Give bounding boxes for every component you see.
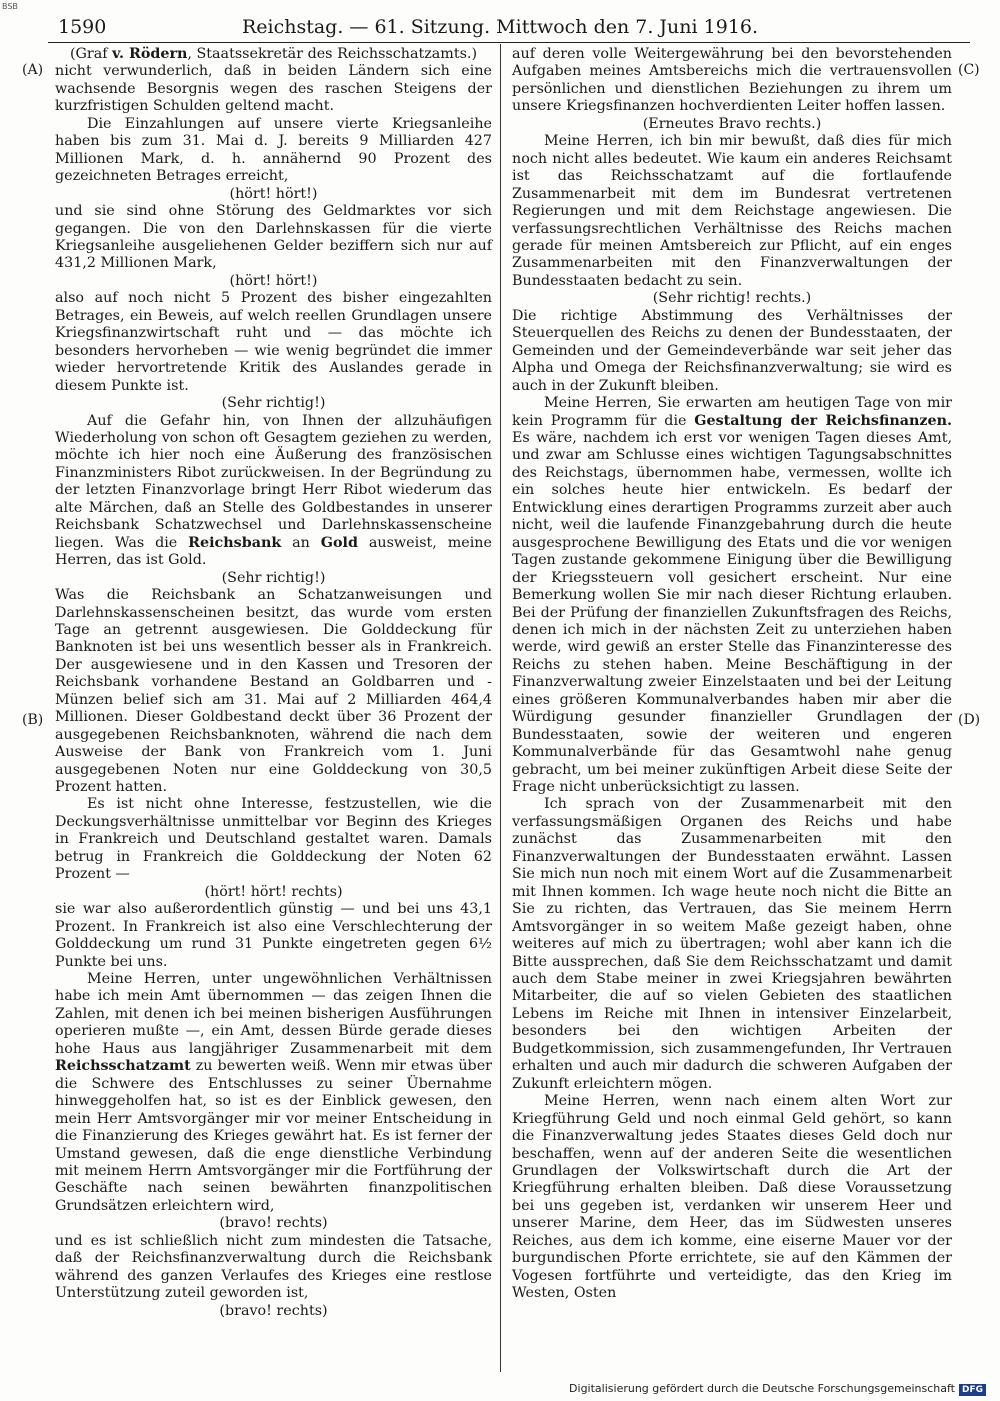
page-number: 1590 [58, 16, 107, 38]
paragraph: Was die Reichsbank an Schatzanweisungen und Darlehnskassenscheinen besitzt, das wurde vom ersten Tage an getrennt ausgewiesen. Die Golddeckung für Banknoten ist bei uns wesentlich besser als in Frankreich. Der ausgewiesene und in den Kassen und Tresoren der Reichsbank vorhandene Bestand an Goldbarren und -Münzen belief sich am 31. Mai auf 2 Milliarden 464,4 Millionen. Dieser Goldbestand deckt über 36 Prozent der ausgegebenen Reichsbanknoten, während die nach dem Ausweise der Bank von Frankreich vom 1. Juni ausgegebenen Noten nur eine Golddeckung von 30,5 Prozent hatten. [55, 587, 492, 796]
paragraph: nicht verwunderlich, daß in beiden Ländern sich eine wachsende Besorgnis wegen des raschen Steigens der kurzfristigen Schulden geltend macht. [55, 63, 492, 115]
page-header [20, 16, 980, 42]
dfg-logo: DFG [959, 1384, 986, 1396]
interjection: (bravo! rechts) [219, 1302, 328, 1319]
footer-text: Digitalisierung gefördert durch die Deutsche Forschungsgemeinschaft [569, 1382, 955, 1395]
paragraph: Auf die Gefahr hin, von Ihnen der allzuhäufigen Wiederholung von schon oft Gesagtem geziehen zu werden, möchte ich hier noch eine Äußerung des französischen Finanzministers Ribot zurückweisen. In der Begründung zu der letzten Finanzvorlage bringt Herr Ribot wiederum das alte Märchen, daß an Stelle des Goldbestandes in unserer Reichsbank Schatzwechsel und Darlehnskassenscheine liegen. Was die Reichsbank an Gold ausweist, meine Herren, das ist Gold. [55, 412, 492, 569]
margin-mark-d: (D) [958, 712, 981, 728]
interjection: (Sehr richtig!) [221, 395, 326, 412]
paragraph: Die richtige Abstimmung des Verhältnisses der Steuerquellen des Reichs zu denen der Bundesstaaten, der Gemeinden und der Gemeindeverbände war seit jeher das Alpha und Omega der Reichsfinanzverwaltung; sie wird es auch in der Zukunft bleiben. [512, 307, 952, 394]
interjection: (bravo! rechts) [219, 1215, 328, 1232]
paragraph: und es ist schließlich nicht zum mindesten die Tatsache, daß der Reichsfinanzverwaltung durch die Reichsbank während des ganzen Verlaufes des Krieges eine restlose Unterstützung zuteil geworden ist, [55, 1232, 492, 1302]
paragraph: Meine Herren, unter ungewöhnlichen Verhältnissen habe ich mein Amt übernommen — das zeigen Ihnen die Zahlen, mit denen ich bei meinen bisherigen Ausführungen operieren mußte —, ein Amt, dessen Bürde gerade dieses hohe Haus aus langjähriger Zusammenarbeit mit dem Reichsschatzamt zu bewerten weiß. Wenn mir etwas über die Schwere des Entschlusses zu seiner Übernahme hinweggeholfen hat, so ist es der Einblick gewesen, den mein Herr Amtsvorgänger mir vor meiner Entscheidung in die Finanzierung des Krieges gewährt hat. Es ist ferner der Umstand gewesen, daß die enge dienstliche Verbindung mit meinem Herrn Amtsvorgänger mir die Fortführung der Geschäfte nach seinen bewährten finanzpolitischen Grundsätzen erleichtern wird, [55, 971, 492, 1214]
left-column [55, 46, 492, 1320]
interjection: (hört! hört!) [229, 185, 318, 202]
margin-mark-c: (C) [958, 62, 980, 78]
margin-mark-b: (B) [22, 712, 44, 728]
paragraph: Meine Herren, Sie erwarten am heutigen Tage von mir kein Programm für die Gestaltung der Reichsfinanzen. Es wäre, nachdem ich erst vor wenigen Tagen dieses Amt, und zwar am Schlusse eines wichtigen Tagungsabschnittes des Reichstags, übernommen habe, vermessen, wollte ich ein solches heute hier entwickeln. Es bedarf der Entwicklung eines derartigen Programms zurzeit aber auch nicht, weil die laufende Finanzgebahrung durch die heute ausgesprochene Bewilligung des Etats und die vor wenigen Tagen zustande gekommene Einigung über die Bewilligung der Kriegssteuern voll gesichert erscheint. Nur eine Bemerkung wollen Sie mir nach dieser Richtung erlauben. Bei der Prüfung der finanziellen Zukunftsfragen des Reichs, denen ich mich in der nächsten Zeit zu unterziehen haben werde, wird gewiß an erster Stelle das Finanzinteresse des Reichs zu stehen haben. Meine Beschäftigung in der Finanzverwaltung zweier Einzelstaaten und bei der Leitung eines größeren Kommunalverbandes haben mir aber die Würdigung gesunder finanzieller Grundlagen der Bundesstaaten, sowie der weiteren und engeren Kommunalverbände für das Gesamtwohl nahe genug gebracht, um bei meiner zukünftigen Arbeit diese Seite der Frage nicht unberücksichtigt zu lassen. [512, 395, 952, 796]
emphasis: Gestaltung der Reichsfinanzen. [694, 412, 952, 429]
interjection: (Sehr richtig!) [221, 569, 326, 586]
paragraph: also auf noch nicht 5 Prozent des bisher eingezahlten Betrages, ein Beweis, auf welch reellen Grundlagen unsere Kriegsfinanzwirtschaft ruht und — das möchte ich besonders hervorheben — wie wenig begründet die immer wieder hervortretende Kritik des Auslandes gerade in diesem Punkte ist. [55, 290, 492, 394]
interjection: (Sehr richtig! rechts.) [652, 290, 812, 307]
paragraph: sie war also außerordentlich günstig — und bei uns 43,1 Prozent. In Frankreich ist also eine Verschlechterung der Golddeckung um rund 31 Punkte eingetreten gegen 6½ Punkte bei uns. [55, 901, 492, 970]
library-stamp: BSB [2, 2, 18, 11]
margin-mark-a: (A) [22, 62, 44, 78]
running-title: Reichstag. — 61. Sitzung. Mittwoch den 7. Juni 1916. [241, 16, 759, 38]
header-rule [48, 42, 970, 43]
paragraph: Es ist nicht ohne Interesse, festzustellen, wie die Deckungsverhältnisse unmittelbar vor Beginn des Krieges in Frankreich und Deutschland gestaltet waren. Damals betrug in Frankreich die Golddeckung der Noten 62 Prozent — [55, 796, 492, 883]
interjection: (hört! hört!) [229, 272, 318, 289]
right-column [512, 46, 952, 1303]
paragraph: Die Einzahlungen auf unsere vierte Kriegsanleihe haben bis zum 31. Mai d. J. bereits 9 Milliarden 427 Millionen Mark, d. h. annähernd 90 Prozent des gezeichneten Betrages erreicht, [55, 115, 492, 185]
interjection: (hört! hört! rechts) [204, 883, 343, 900]
speaker-line: (Graf v. Rödern, Staatssekretär des Reichsschatzamts.) [69, 46, 478, 62]
speaker-name: v. Rödern [112, 46, 188, 62]
emphasis: Reichsschatzamt [55, 1058, 191, 1075]
column-divider [500, 44, 501, 1372]
paragraph: Meine Herren, ich bin mir bewußt, daß dies für mich noch nicht alles bedeutet. Wie kaum ein anderes Reichsamt ist das Reichsschatzamt auf die fortlaufende Zusammenarbeit mit dem im Bundesrat vertretenen Regierungen und mit dem Reichstage angewiesen. Die verfassungsrechtlichen Verhältnisse des Reichs machen gerade für meinen Amtsbereich zur Pflicht, auf ein enges Zusammenarbeiten mit den Finanzverwaltungen der Bundesstaaten bedacht zu sein. [512, 133, 952, 289]
footer-credit [569, 1382, 986, 1396]
paragraph: auf deren volle Weitergewährung bei den bevorstehenden Aufgaben meines Amtsbereichs mich die vertrauensvollen persönlichen und dienstlichen Beziehungen zu ihrem um unsere Kriegsfinanzen hochverdienten Leiter hoffen lassen. [512, 46, 952, 115]
emphasis: Reichsbank [188, 534, 282, 551]
interjection: (Erneutes Bravo rechts.) [642, 115, 822, 132]
paragraph: Meine Herren, wenn nach einem alten Wort zur Kriegführung Geld und noch einmal Geld gehört, so kann die Finanzverwaltung jedes Staates dieses Geld doch nur beschaffen, wenn auf der anderen Seite die wesentlichen Grundlagen der Volkswirtschaft durch die Art der Kriegführung erhalten bleiben. Daß diese Voraussetzung bei uns gegeben ist, verdanken wir unserem Heer und unserer Marine, dem Heer, das im Südwesten unseres Reiches, aus dem ich komme, eine eiserne Mauer vor der burgundischen Pforte errichtete, sie auf den Kämmen der Vogesen fortführte und verteidigte, das den Krieg im Westen, Osten [512, 1093, 952, 1302]
paragraph: Ich sprach von der Zusammenarbeit mit den verfassungsmäßigen Organen des Reichs und habe zunächst das Zusammenarbeiten mit den Finanzverwaltungen der Bundesstaaten erwähnt. Lassen Sie mich nun noch mit einem Wort auf die Zusammenarbeit mit Ihnen kommen. Ich wage heute noch nicht die Bitte an Sie zu richten, das Vertrauen, das Sie meinem Herrn Amtsvorgänger in so weitem Maße gezeigt haben, ohne weiteres auf mich zu übertragen; wohl aber kann ich die Bitte aussprechen, daß Sie dem Reichsschatzamt und damit auch dem Stabe meiner in zwei Kriegsjahren bewährten Mitarbeiter, die auf so vielen Gebieten des staatlichen Lebens im Reiche mit Ihnen in intensiver Einzelarbeit, besonders bei den wichtigen Arbeiten der Budgetkommission, sich zusammengefunden, Ihr Vertrauen erhalten und auch mir dadurch die schweren Aufgaben der Zukunft erleichtern mögen. [512, 796, 952, 1092]
emphasis: Gold [320, 534, 358, 551]
paragraph: und sie sind ohne Störung des Geldmarktes vor sich gegangen. Die von den Darlehnskassen für die vierte Kriegsanleihe ausgeliehenen Gelder beziffern sich nur auf 431,2 Millionen Mark, [55, 203, 492, 272]
